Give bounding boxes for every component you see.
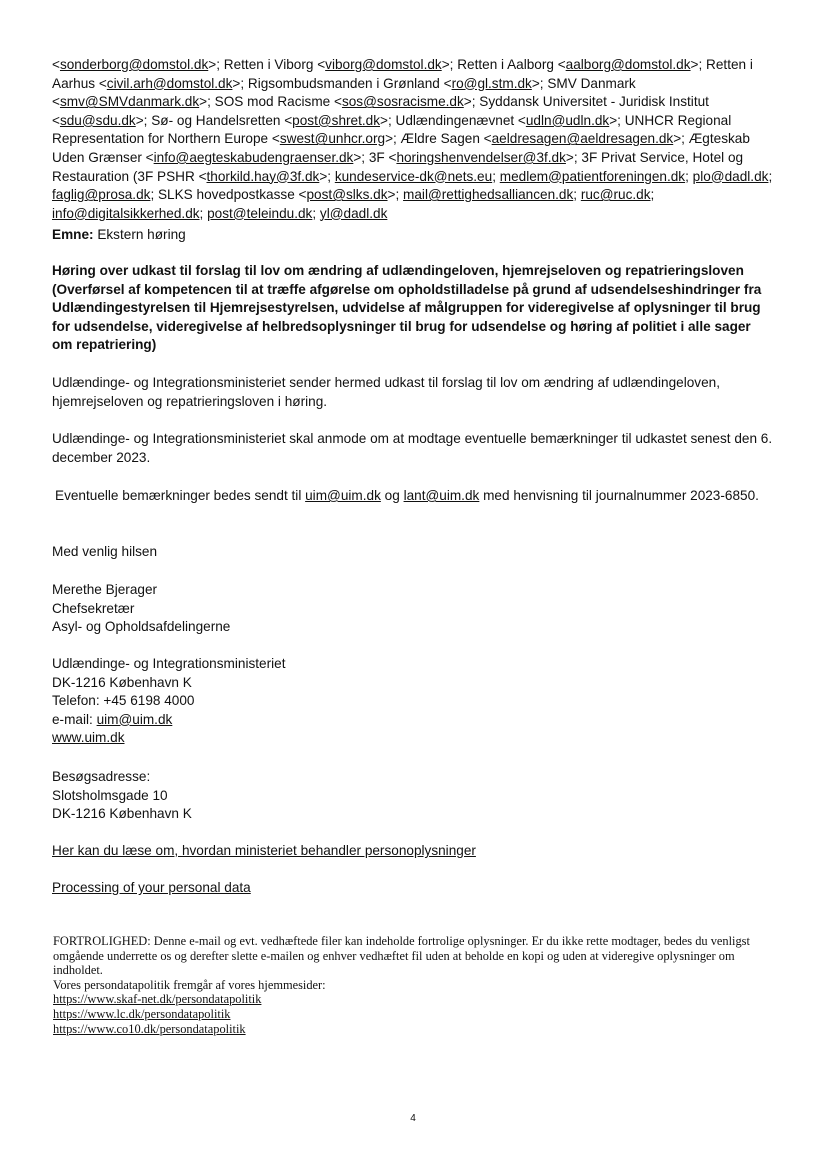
subject-value: Ekstern høring [93,227,186,242]
recipient-text: ; [312,205,320,221]
greeting: Med venlig hilsen [52,544,158,559]
submission-text-before: Eventuelle bemærkninger bedes sendt til [55,488,306,503]
submission-email-uim[interactable]: uim@uim.dk [305,488,381,503]
recipient-text: >; Retten i Viborg < [208,57,326,72]
recipient-email-link[interactable]: horingshenvendelser@3f.dk [396,149,566,165]
submission-email-lant[interactable]: lant@uim.dk [403,488,480,503]
recipient-email-link[interactable]: kundeservice-dk@nets.eu [334,168,493,184]
recipient-text: >; [319,168,335,184]
visiting-address-city: DK-1216 København K [52,806,192,822]
confidentiality-text: FORTROLIGHED: Denne e-mail og evt. vedhæftede filer kan indeholde fortrolige oplysninger. Er du ikke rette modtager, bedes du venligst omgående underrette os og derefter slette e-mailen og enhver vedhæftet fil uden at beholde en kopi og uden at videregive oplysninger om indholdet. [53,934,750,978]
recipient-text: >; SOS mod Racisme < [199,94,342,110]
visiting-address-street: Slotsholmsgade 10 [52,787,168,803]
recipient-text: >; Retten i Aalborg < [441,57,566,72]
recipient-text: >; UNHCR Regional Representation for Northern Europe < [52,112,732,147]
recipient-email-link[interactable]: sos@sosracisme.dk [341,94,464,110]
recipient-email-link[interactable]: smv@SMVdanmark.dk [59,94,200,110]
recipient-text: >; [387,187,404,203]
recipient-text: < [52,57,60,72]
recipient-email-link[interactable]: post@teleindu.dk [207,205,313,221]
ministry-email-link[interactable]: uim@uim.dk [96,711,173,727]
subject-label: Emne: [52,227,94,242]
recipient-email-link[interactable]: medlem@patientforeningen.dk [499,168,686,184]
privacy-link-danish[interactable]: Her kan du læse om, hvordan ministeriet behandler personoplysninger [52,843,476,858]
recipient-text: >; Sø- og Handelsretten < [135,112,293,128]
privacy-link-danish-wrap [52,842,476,861]
recipient-text: >; Retten i Aarhus < [52,57,753,91]
ministry-website-line [52,729,285,748]
ministry-phone: Telefon: +45 6198 4000 [52,693,195,709]
policy-link-lc[interactable]: https://www.lc.dk/persondatapolitik [53,1006,231,1021]
ministry-address: DK-1216 København K [52,674,192,690]
recipient-email-link[interactable]: aeldresagen@aeldresagen.dk [491,131,674,147]
recipient-text: ; [768,168,773,184]
recipient-email-link[interactable]: viborg@domstol.dk [325,57,442,72]
recipient-email-link[interactable]: post@slks.dk [306,187,388,203]
recipient-text: >; 3F Privat Service, Hotel og Restauration (3F PSHR < [52,149,744,184]
recipient-email-link[interactable]: plo@dadl.dk [692,168,769,184]
recipient-text: >; SMV Danmark < [52,75,636,110]
recipient-email-link[interactable]: mail@rettighedsalliancen.dk [403,187,574,203]
recipient-text: ; [685,168,693,184]
ministry-name: Udlændinge- og Integrationsministeriet [52,656,286,671]
intro-paragraph: Udlændinge- og Integrationsministeriet sender hermed udkast til forslag til lov om ændring af udlændingeloven, hjemrejseloven og repatrieringsloven i høring. [52,375,720,409]
signature-department: Asyl- og Opholdsafdelingerne [52,619,231,635]
subject-line [52,226,186,245]
recipient-list [52,56,774,223]
ministry-email-line [52,711,285,730]
recipient-email-link[interactable]: udln@udln.dk [525,112,610,128]
consultation-heading: Høring over udkast til forslag til lov om ændring af udlændingeloven, hjemrejseloven og repatrieringsloven (Overførsel af kompetencen til at træffe afgørelse om opholdstilladelse på grund af udsendelseshindringer fra Udlændingestyrelsen til Hjemrejsestyrelsen, udvidelse af målgruppen for videregivelse af oplysninger til brug for udsendelse, videregivelse af helbredsoplysninger til brug for udsendelse og høring af politiet i alle sager om repatriering) [52,263,762,353]
recipient-email-link[interactable]: swest@unhcr.org [279,131,386,147]
submission-text-mid: og [380,488,404,503]
signature-name: Merethe Bjerager [52,582,158,597]
recipient-email-link[interactable]: aalborg@domstol.dk [565,57,691,72]
submission-paragraph [55,487,777,506]
recipient-text: ; [492,168,500,184]
recipient-email-link[interactable]: ruc@ruc.dk [580,187,651,203]
signature-block [52,581,230,637]
recipient-email-link[interactable]: faglig@prosa.dk [52,187,151,203]
recipient-text: ; [199,205,208,221]
visiting-address-block [52,768,192,824]
policy-link-skaf[interactable]: https://www.skaf-net.dk/persondatapolitik [53,992,262,1007]
recipient-email-link[interactable]: info@digitalsikkerhed.dk [52,205,200,221]
ministry-website-link[interactable]: www.uim.dk [52,730,125,746]
ministry-email-label: e-mail: [52,711,97,727]
submission-text-after: med henvisning til journalnummer 2023-6850. [479,488,759,503]
recipient-text: ; [650,187,655,203]
recipient-email-link[interactable]: info@aegteskabudengraenser.dk [153,149,354,165]
ministry-contact-block [52,655,285,748]
recipient-text: >; Ældre Sagen < [385,131,492,147]
visiting-address-label: Besøgsadresse: [52,769,151,784]
recipient-email-link[interactable]: post@shret.dk [292,112,381,128]
recipient-text: >; Rigsombudsmanden i Grønland < [232,75,452,91]
recipient-email-link[interactable]: sdu@sdu.dk [59,112,136,128]
recipient-text: >; Syddansk Universitet - Juridisk Institut < [52,94,709,128]
recipient-text: >; 3F < [353,149,397,165]
page-number: 4 [410,1113,416,1124]
privacy-policy-intro: Vores persondatapolitik fremgår af vores hjemmesider: [53,977,326,992]
policy-link-co10[interactable]: https://www.co10.dk/persondatapolitik [53,1021,246,1036]
recipient-email-link[interactable]: yl@dadl.dk [319,205,388,221]
recipient-text: ; [573,187,581,203]
recipient-email-link[interactable]: sonderborg@domstol.dk [59,57,209,72]
signature-title: Chefsekretær [52,600,135,616]
recipient-text: >; Udlændingenævnet < [380,112,526,128]
privacy-link-english[interactable]: Processing of your personal data [52,880,251,895]
recipient-text: >; Ægteskab Uden Grænser < [52,131,750,165]
recipient-email-link[interactable]: thorkild.hay@3f.dk [206,168,320,184]
recipient-text: ; SLKS hovedpostkasse < [150,187,307,203]
recipient-email-link[interactable]: civil.arh@domstol.dk [106,75,233,91]
deadline-paragraph: Udlændinge- og Integrationsministeriet skal anmode om at modtage eventuelle bemærkninger til udkastet senest den 6. december 2023. [52,431,773,465]
privacy-link-english-wrap [52,879,251,898]
recipient-email-link[interactable]: ro@gl.stm.dk [451,75,532,91]
confidentiality-notice [53,934,778,1036]
